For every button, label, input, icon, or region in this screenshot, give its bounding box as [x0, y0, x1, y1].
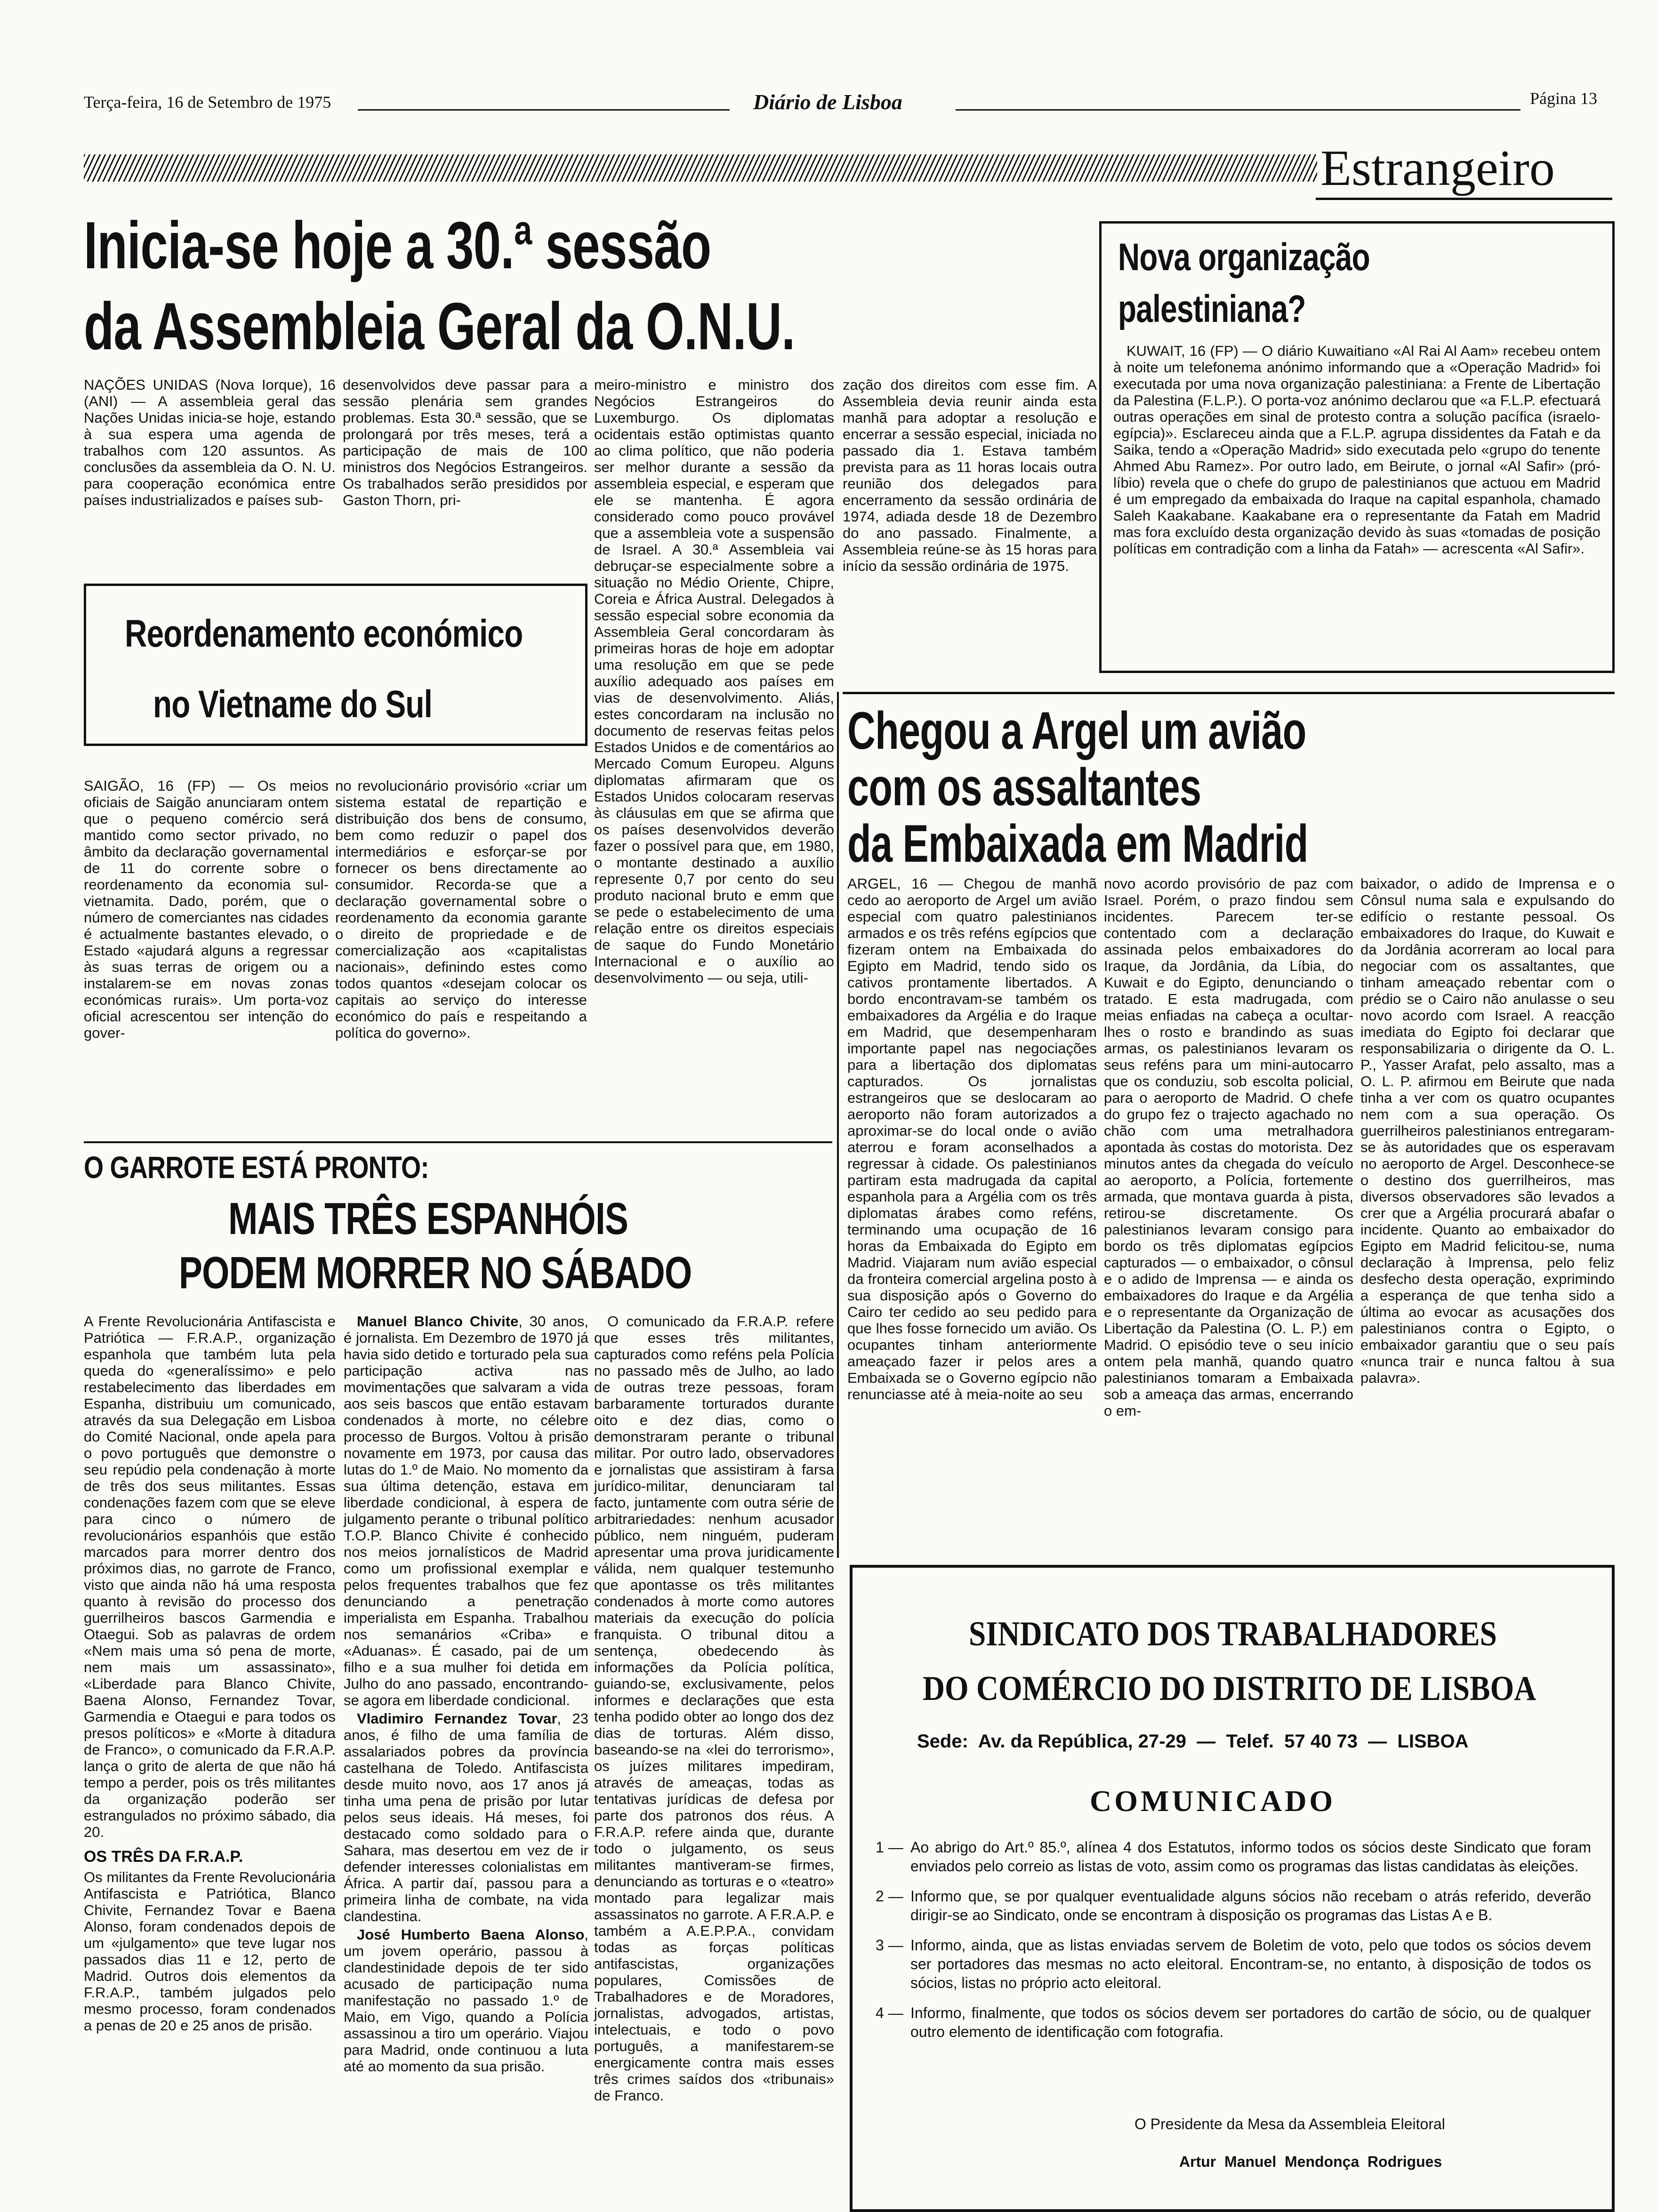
garrote-column-1 [84, 1313, 336, 2036]
sindicato-item [876, 1838, 1591, 1875]
sindicato-item-number: 3 — [876, 1937, 903, 1954]
palestina-body [1113, 343, 1601, 559]
vietname-headline-line1: Reordenamento económico [125, 612, 523, 655]
onu-column-2 [343, 377, 587, 510]
garrote-column-2a-text: , 30 anos, é jornalista. Em Dezembro de 1970 já havia sido detido e torturado pela sua participação activa nas movimentações que salvaram a vida aos seis bascos que então estavam condenados à morte, no célebre processo de Burgos. Voltou à prisão novamente em 1973, por causa das lutas do 1.º de Maio. No momento da sua última detenção, estava em liberdade condicional, à espera de julgamento perante o tribunal político T.O.P. Blanco Chivite é conhecido nos meios jornalísticos de Madrid como um profissional exemplar e pelos frequentes trabalhos que fez denunciando a penetração imperialista em Espanha. Trabalhou nos semanários «Criba» e «Aduanas». É casado, pai de um filho e a sua mulher foi detida em Julho do ano passado, encontrando-se agora em liberdade condicional. [344, 1313, 588, 1708]
garrote-name-chivite: Manuel Blanco Chivite [357, 1313, 519, 1330]
argel-headline-line1: Chegou a Argel um avião [847, 701, 1306, 760]
sindicato-item-text: Informo, finalmente, que todos os sócios devem ser portadores do cartão de sócio, ou de qualquer outro elemento de identificação com fotografia. [910, 2004, 1591, 2040]
garrote-column-2 [344, 1313, 588, 2076]
masthead-rule-left [358, 109, 730, 111]
sindicato-title-line2: DO COMÉRCIO DO DISTRITO DE LISBOA [923, 1669, 1536, 1708]
garrote-top-rule [84, 1141, 832, 1143]
argel-column-2-text: novo acordo provisório de paz com Israel. Porém, o prazo findou sem incidentes. Parecem ter-se contentado com a declaração assinada pelos embaixadores do Iraque, da Jordânia, da Líbia, do Kuwait e do Egipto, denunciando o tratado. E esta madrugada, com meias enfiadas na cabeça a ocultar-lhes o rosto e brandindo as suas armas, os palestinianos levaram os seus reféns para um mini-autocarro que os conduziu, sob escolta policial, para o aeroporto de Madrid. O chefe do grupo fez o trajecto agachado no chão com uma metralhadora apontada às costas do motorista. Dez minutos antes da chegada do veículo ao aeroporto, a Polícia, fortemente armada, que montava guarda à pista, retirou-se discretamente. Os palestinianos levaram consigo para bordo os três diplomatas egípcios capturados — o embaixador, o cônsul e o adido de Imprensa — e ainda os embaixadores do Iraque e da Argélia e o representante da Organização de Libertação da Palestina (O. L. P.) em Madrid. O episódio teve o seu início ontem pela manhã, quando quatro palestinianos tomaram a Embaixada sob a ameaça das armas, encerrando o em- [1104, 875, 1353, 1419]
sindicato-item [876, 2004, 1591, 2041]
garrote-column-3-text: O comunicado da F.R.A.P. refere que esses três militantes, capturados como reféns pela Polícia no passado mês de Julho, ao lado de outras treze pessoas, foram barbaramente torturados durante oito e dez dias, como o demonstraram perante o tribunal militar. Por outro lado, observadores e jornalistas que assistiram à farsa jurídico-militar, denunciaram tal facto, juntamente com outra série de arbitrariedades: nenhum acusador público, nem ninguém, puderam apresentar uma prova juridicamente válida, nem qualquer testemunho que apontasse os três militantes condenados à morte como autores materiais da execução do polícia franquista. O tribunal ditou a sentença, obedecendo às informações da Polícia política, guiando-se, exclusivamente, pelos informes e declarações que esta tenha podido obter ao longo dos dez dias de torturas. Além disso, baseando-se na «lei do terrorismo», os juízes militares impediram, através de ameaças, todas as tentativas jurídicas de defesa por parte dos patronos dos réus. A F.R.A.P. refere ainda que, durante todo o julgamento, os seus militantes mantiveram-se firmes, denunciando as torturas e o «teatro» montado para legalizar mais assassinatos no garrote. A F.R.A.P. e também a A.E.P.P.A., convidam todas as forças políticas antifascistas, organizações populares, Comissões de Trabalhadores e de Moradores, jornalistas, advogados, artistas, intelectuais, e todo o povo português, a manifestarem-se energicamente contra mais esses três crimes saídos dos «tribunais» de Franco. [594, 1313, 834, 2104]
sindicato-item-number: 4 — [876, 2004, 903, 2021]
argel-column-3 [1360, 875, 1615, 1388]
sindicato-item-text: Ao abrigo do Art.º 85.º, alínea 4 dos Estatutos, informo todos os sócios deste Sindicato que foram enviados pelo correio as listas de voto, assim como os programas das listas candidatas às eleições. [910, 1839, 1591, 1875]
garrote-column-2b-text: , 23 anos, é filho de uma família de assalariados pobres da província castelhana de Toledo. Antifascista desde muito novo, aos 17 anos já tinha uma pena de prisão por lutar pelos seus ideais. Há meses, foi destacado como soldado para o Sahara, mas desertou em vez de ir defender interesses colonialistas em África. A partir daí, passou para a primeira linha de combate, na vida clandestina. [344, 1710, 588, 1924]
onu-column-2-text: desenvolvidos deve passar para a sessão plenária sem grandes problemas. Esta 30.ª sessão, que se prolongará por três meses, terá a participação de mais de 100 ministros dos Negócios Estrangeiros. Os trabalhados serão presididos por Gaston Thorn, pri- [343, 377, 587, 508]
argel-top-rule [843, 692, 1615, 694]
sindicato-address: Sede: Av. da República, 27-29 — Telef. 57 40 73 — LISBOA [917, 1731, 1469, 1752]
section-hatch-band [84, 154, 1317, 182]
argel-column-1-text: ARGEL, 16 — Chegou de manhã cedo ao aeroporto de Argel um avião especial com quatro palestinianos armados e os três reféns egípcios que fizeram ontem na Embaixada do Egipto em Madrid, tendo sido os cativos prontamente libertados. A bordo encontravam-se também os embaixadores da Argélia e do Iraque em Madrid, que desempenharam importante papel nas negociações para a libertação dos diplomatas capturados. Os jornalistas estrangeiros que se deslocaram ao aeroporto não foram autorizados a aproximar-se do local onde o avião aterrou e foram aconselhados a regressar à cidade. Os palestinianos partiram esta madrugada da capital espanhola para a Argélia com os três diplomatas árabes como reféns, terminando uma ocupação de 16 horas da Embaixada do Egipto em Madrid. Viajaram num avião especial da fronteira comercial argelina posto à sua disposição após o Governo do Cairo ter cedido ao seu pedido para que lhes fosse fornecido um avião. Os ocupantes tinham anteriormente ameaçado fazer ir pelos ares a Embaixada se o Governo egípcio não renunciasse até à meia-noite ao seu [847, 875, 1097, 1403]
argel-headline-line3: da Embaixada em Madrid [847, 814, 1308, 873]
sindicato-item [876, 1887, 1591, 1924]
vietname-column-2 [335, 777, 587, 1043]
sindicato-title-line1: SINDICATO DOS TRABALHADORES [969, 1615, 1497, 1653]
sindicato-item-number: 2 — [876, 1888, 903, 1905]
onu-column-4-text: zação dos direitos com esse fim. A Assembleia devia reunir ainda esta manhã para adoptar a resolução e encerrar a sessão especial, iniciada no passado dia 1. Estava também prevista para as 11 horas locais outra reunião dos delegados para encerramento da sessão ordinária de 1974, adiada desde 18 de Dezembro do ano passado. Finalmente, a Assembleia reúne-se às 15 horas para início da sessão ordinária de 1975. [843, 377, 1097, 574]
sindicato-comunicado-title: COMUNICADO [1090, 1784, 1336, 1818]
sindicato-item-text: Informo, ainda, que as listas enviadas servem de Boletim de voto, pelo que todos os sócios devem ser portadores das mesmas no acto eleitoral. Encontram-se, no entanto, à disposição de todos os sócios, listas no próprio acto eleitoral. [910, 1937, 1591, 1991]
sindicato-item-text: Informo que, se por qualquer eventualidade alguns sócios não recebam o atrás referido, deverão dirigir-se ao Sindicato, onde se encontram à disposição os programas das Listas A e B. [910, 1888, 1591, 1923]
palestina-body-text: KUWAIT, 16 (FP) — O diário Kuwaitiano «Al Rai Al Aam» recebeu ontem à noite um telefonema anónimo informando que a «Operação Madrid» foi executada por uma nova organização palestiniana: a Frente de Libertação da Palestina (F.L.P.). O porta-voz anónimo declarou que «a F.L.P. efectuará outras operações em sinal de protesto contra a solução pacífica (israelo-egípcia)». Esclareceu ainda que a F.L.P. agrupa dissidentes da Fatah e da Saika, tendo a «Operação Madrid» sido executada pelo «grupo do tenente Ahmed Abu Ramez». Por outro lado, em Beirute, o jornal «Al Safir» (pró-líbio) revela que o chefe do grupo de palestinianos que actuou em Madrid é um empregado da embaixada do Iraque na capital espanhola, chamado Saleh Kaakabane. Kaakabane era o representante da Fatah em Madrid mas fora excluído desta organização devido às suas «tomadas de posição políticas em contradição com a linha da Fatah» — acrescenta «Al Safir». [1113, 343, 1601, 557]
vietname-column-1 [84, 777, 329, 1043]
section-underline [1316, 198, 1612, 200]
garrote-subhead: OS TRÊS DA F.R.A.P. [84, 1848, 243, 1866]
garrote-name-baena: José Humberto Baena Alonso [357, 1926, 585, 1943]
palestina-headline-line2: palestiniana? [1118, 288, 1306, 330]
onu-column-3 [594, 377, 834, 988]
vietname-column-2-text: no revolucionário provisório «criar um sistema estatal de repartição e distribuição dos bens de consumo, bem como reduzir o papel dos intermediários e esforçar-se por fornecer os bens directamente ao consumidor. Recorda-se que a declaração governamental sobre o reordenamento da economia garante o direito de propriedade e de comercialização aos «capitalistas nacionais», definindo estes como todos quantos «desejam colocar os capitais ao serviço do interesse económico do país e respeitando a política do governo». [335, 777, 587, 1041]
garrote-name-tovar: Vladimiro Fernandez Tovar [357, 1710, 557, 1727]
onu-headline-line2: da Assembleia Geral da O.N.U. [84, 289, 795, 364]
garrote-column-1b-text: Os militantes da Frente Revolucionária Antifascista e Patriótica, Blanco Chivite, Fernandez Tovar e Baena Alonso, foram condenados depois de um «julgamento» que teve lugar nos passados dias 11 e 12, perto de Madrid. Outros dois elementos da F.R.A.P., também julgados pelo mesmo processo, foram condenados a penas de 20 e 25 anos de prisão. [84, 1869, 336, 2034]
onu-column-3-text: meiro-ministro e ministro dos Negócios Estrangeiros do Luxemburgo. Os diplomatas ocidentais estão optimistas quanto ao clima político, que não poderia ser melhor durante a sessão da assembleia especial, e esperam que ele se mantenha. É agora considerado como pouco provável que a assembleia vote a suspensão de Israel. A 30.ª Assembleia vai debruçar-se especialmente sobre a situação no Médio Oriente, Chipre, Coreia e África Austral. Delegados à sessão especial sobre economia da Assembleia Geral concordaram às primeiras horas de hoje em adoptar uma resolução em que se pede auxílio adequado aos países em vias de desenvolvimento. Aliás, estes concordaram na inclusão no documento de reservas feitas pelos Estados Unidos e de comentários ao Mercado Comum Europeu. Alguns diplomatas afirmaram que os Estados Unidos colocaram reservas às cláusulas em que se afirma que os países desenvolvidos deverão fazer o possível para que, em 1980, o montante destinado a auxílio represente 0,7 por cento do seu produto nacional bruto e emm que se pede o estabelecimento de uma relação entre os direitos especiais de saque do Fundo Monetário Internacional e o auxílio ao desenvolvimento — ou seja, utili- [594, 377, 834, 986]
sindicato-item-list [876, 1838, 1591, 2052]
onu-column-1 [84, 377, 336, 510]
masthead-paper-name: Diário de Lisboa [753, 90, 902, 114]
palestina-headline-line1: Nova organização [1118, 236, 1370, 279]
onu-headline-line1: Inicia-se hoje a 30.ª sessão [84, 208, 711, 283]
masthead-page-number: Página 13 [1530, 89, 1597, 108]
masthead-rule-right [956, 109, 1520, 111]
vietname-headline-line2: no Vietname do Sul [153, 683, 433, 726]
garrote-headline-line1: MAIS TRÊS ESPANHÓIS [228, 1194, 628, 1244]
garrote-column-2c-text: , um jovem operário, passou à clandestinidade depois de ter sido acusado de participação numa manifestação no passado 1.º de Maio, em Vigo, quando a Polícia assassinou a tiro um operário. Viajou para Madrid, onde continuou a luta até ao momento da sua prisão. [344, 1926, 588, 2075]
onu-column-1-text: NAÇÕES UNIDAS (Nova Iorque), 16 (ANI) — A assembleia geral das Nações Unidas inicia-se hoje, estando à sua espera uma agenda de trabalhos com 120 assuntos. As conclusões da assembleia da O. N. U. para cooperação económica entre países industrializados e países sub- [84, 377, 336, 508]
sindicato-signer: Artur Manuel Mendonça Rodrigues [1179, 2153, 1442, 2170]
argel-column-1 [847, 875, 1097, 1404]
masthead-date: Terça-feira, 16 de Setembro de 1975 [84, 93, 331, 112]
vietname-column-1-text: SAIGÃO, 16 (FP) — Os meios oficiais de Saigão anunciaram ontem que o pequeno comércio será mantido como sector privado, no âmbito da declaração governamental de 11 do corrente sobre o reordenamento da economia sul-vietnamita. Dado, porém, que o número de comerciantes nas cidades é actualmente bastantes elevado, o Estado «ajudará alguns a regressar às suas terras de origem ou a instalarem-se em novas zonas económicas rurais». Um porta-voz oficial acrescentou ser intenção do gover- [84, 777, 329, 1041]
garrote-kicker: O GARROTE ESTÁ PRONTO: [84, 1150, 429, 1185]
garrote-headline-line2: PODEM MORRER NO SÁBADO [179, 1248, 692, 1298]
section-title: Estrangeiro [1320, 140, 1555, 196]
argel-column-3-text: baixador, o adido de Imprensa e o Cônsul numa sala e expulsando do edifício o restante pessoal. Os embaixadores do Iraque, do Kuwait e da Jordânia acorreram ao local para negociar com os assaltantes, que tinham ameaçado rebentar com o prédio se o Cairo não anulasse o seu novo acordo com Israel. A reacção imediata do Egipto foi declarar que responsabilizaria o dirigente da O. L. P., Yasser Arafat, pelo assalto, mas a O. L. P. afirmou em Beirute que nada tinha a ver com os quatro ocupantes nem com a sua operação. Os guerrilheiros palestinianos entregaram-se às autoridades que os esperavam no aeroporto de Argel. Desconhece-se o destino dos guerrilheiros, mas diversos observadores são levados a crer que a Argélia procurará abafar o incidente. Quanto ao embaixador do Egipto em Madrid felicitou-se, numa declaração à Imprensa, pelo feliz desfecho desta operação, exprimindo a esperança de que tenha sido a última ao evocar as acusações dos palestinianos contra o Egipto, o embaixador garantiu que o seu país «nunca trair e nunca faltou à sua palavra». [1360, 875, 1615, 1386]
onu-column-4 [843, 377, 1097, 576]
argel-headline-line2: com os assaltantes [847, 758, 1201, 817]
garrote-column-3 [594, 1313, 834, 2106]
argel-left-rule [837, 692, 839, 1558]
sindicato-item-number: 1 — [876, 1839, 903, 1856]
sindicato-item [876, 1936, 1591, 1992]
garrote-column-1-text: A Frente Revolucionária Antifascista e Patriótica — F.R.A.P., organização espanhola que também luta pela queda do «generalíssimo» e pelo restabelecimento das liberdades em Espanha, distribuiu um comunicado, através da sua Delegação em Lisboa do Comité Nacional, onde apela para o povo português que demonstre o seu repúdio pela condenação à morte de três dos seus militantes. Essas condenações fazem com que se eleve para cinco o número de revolucionários espanhóis que estão marcados para morrer dentro dos próximos dias, no garrote de Franco, visto que ainda não há uma resposta quanto à revisão do processo dos guerrilheiros bascos Garmendia e Otaegui. Sob as palavras de ordem «Nem mais uma só pena de morte, nem mais um assassinato», «Liberdade para Blanco Chivite, Baena Alonso, Fernandez Tovar, Garmendia e Otaegui e para todos os presos políticos» e «Morte à ditadura de Franco», o comunicado da F.R.A.P. lança o grito de alerta de que não há tempo a perder, pois os três militantes da organização poderão ser estrangulados no próximo sábado, dia 20. [84, 1313, 336, 1840]
sindicato-signoff: O Presidente da Mesa da Assembleia Eleitoral [1134, 2116, 1445, 2132]
argel-column-2 [1104, 875, 1353, 1421]
